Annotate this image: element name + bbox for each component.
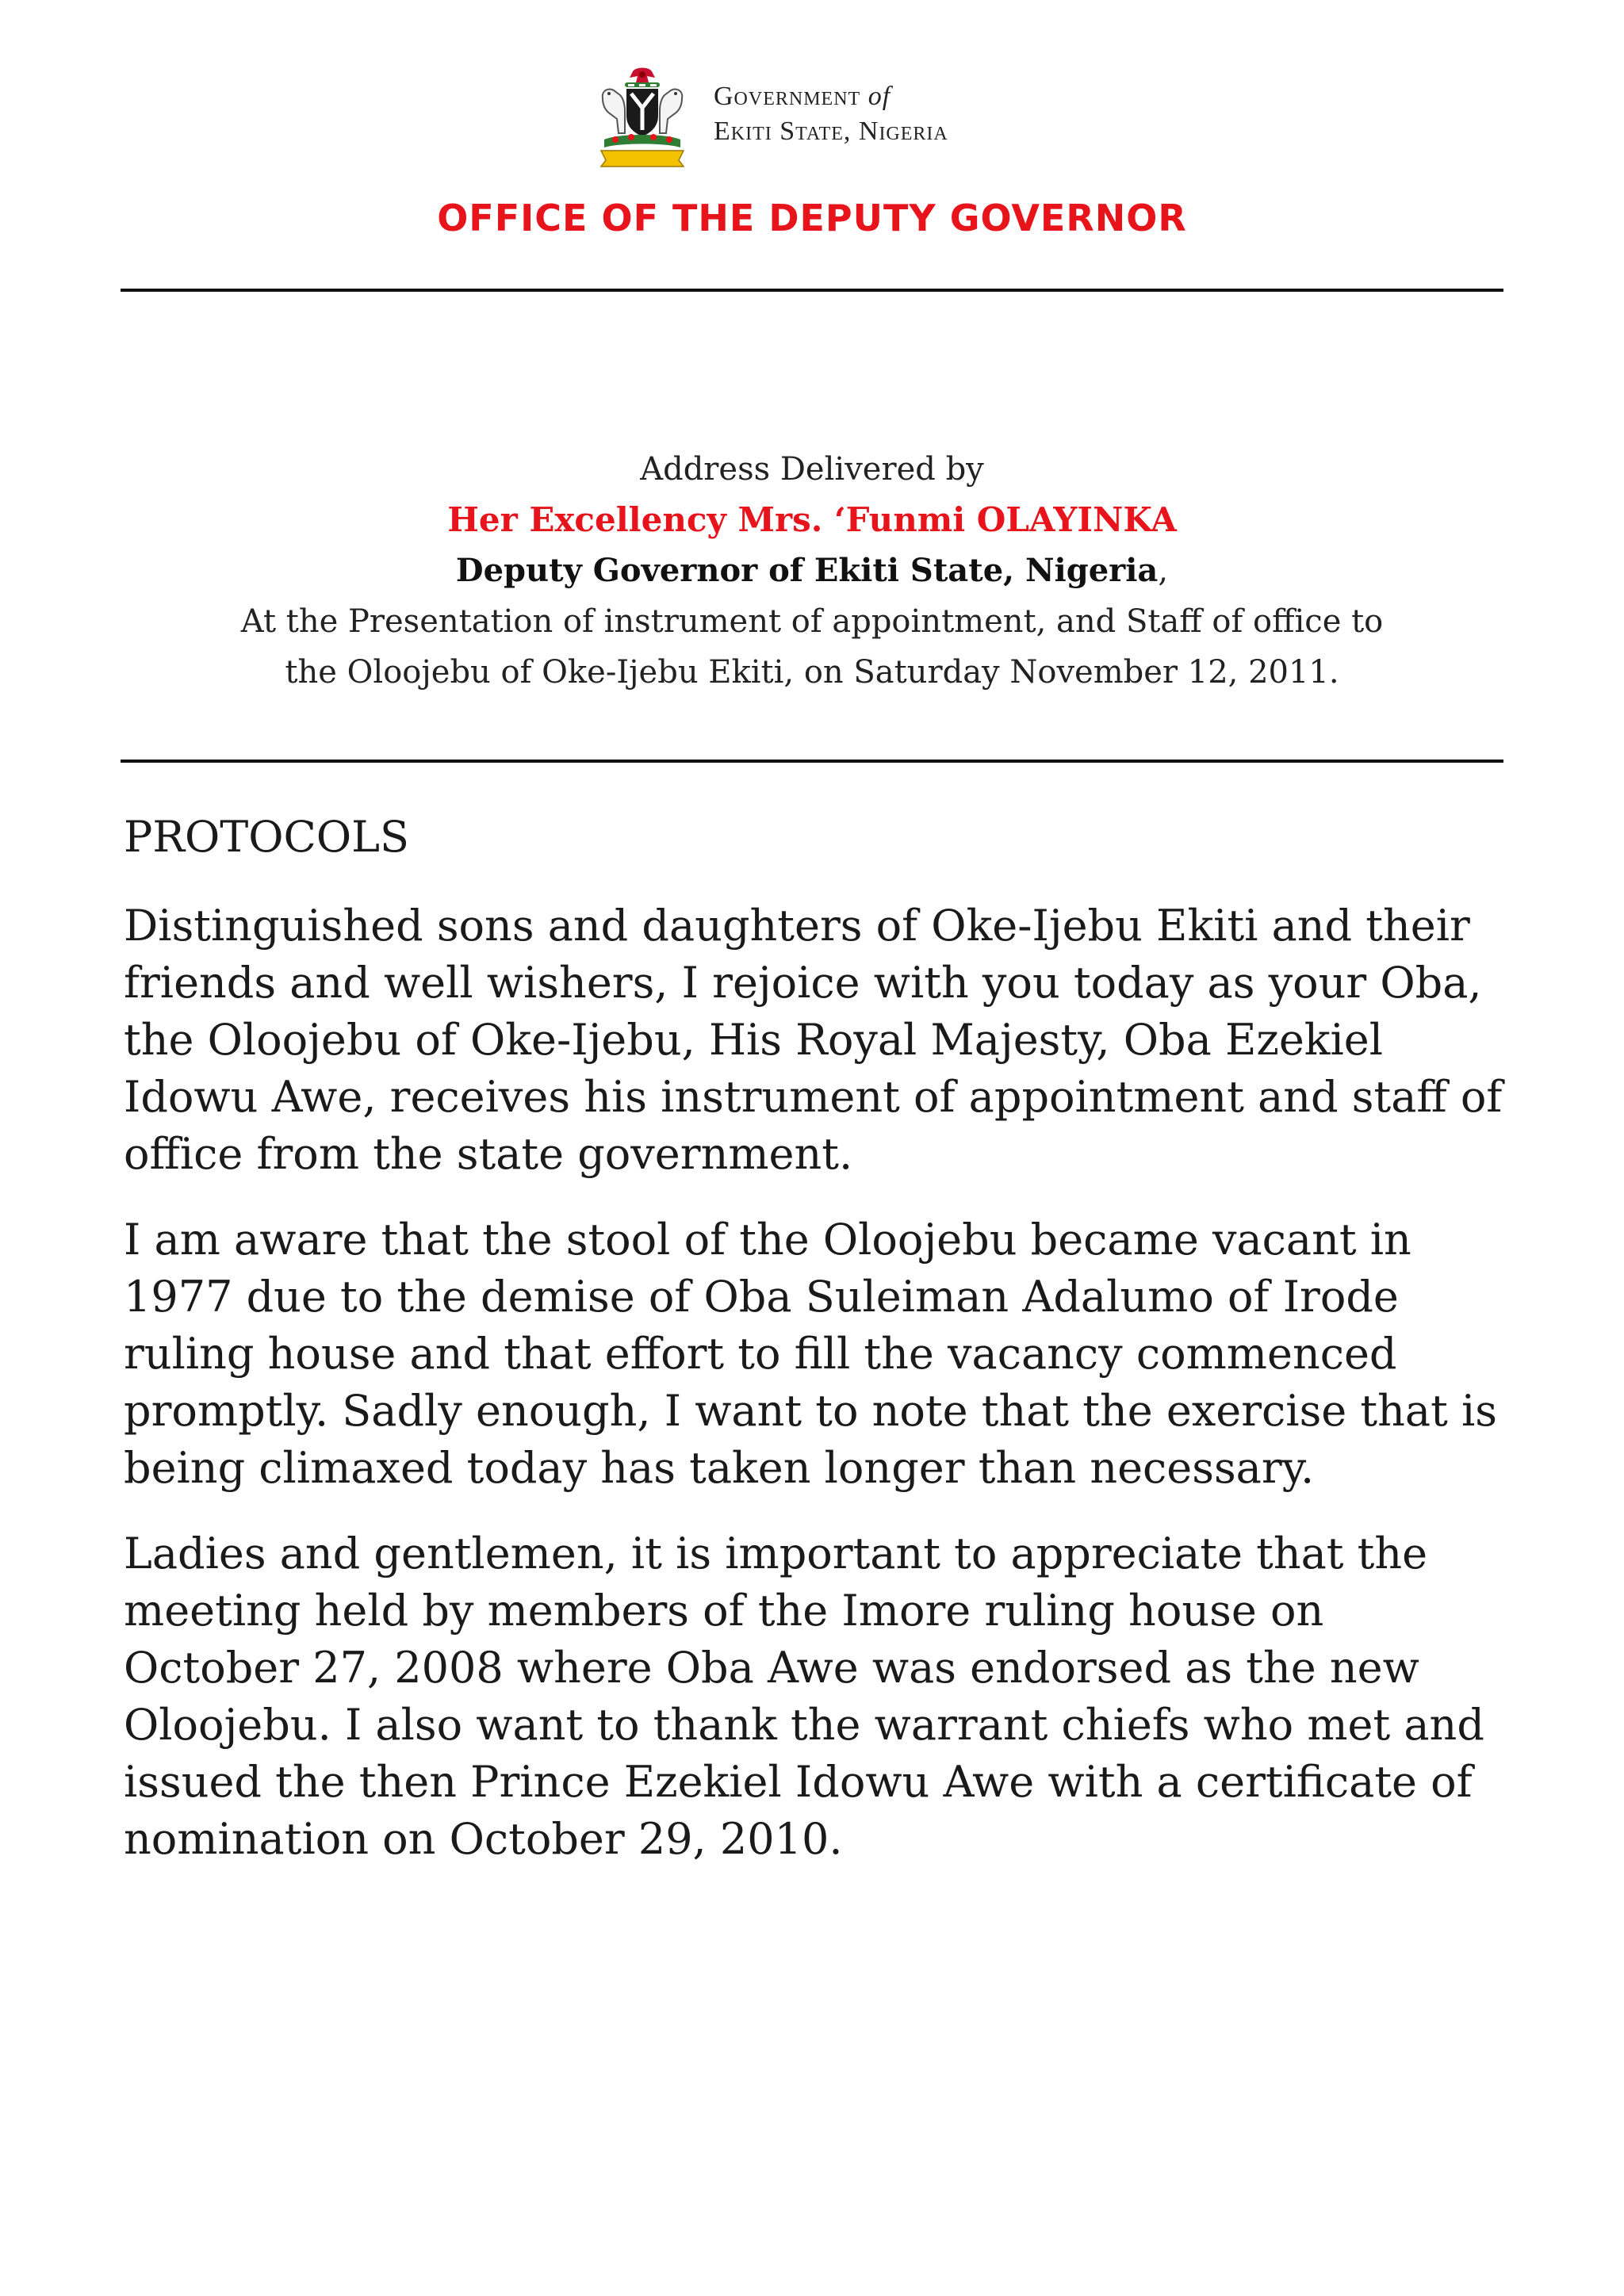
occasion-line-2: the Oloojebu of Oke-Ijebu Ekiti, on Saturday November 12, 2011. [285,654,1339,691]
paragraph: Distinguished sons and daughters of Oke-Ijebu Ekiti and their friends and well wishers, I rejoice with you today as your Oba, the Oloojebu of Oke-Ijebu, His Royal Majesty, Oba Ezekiel Idowu Awe, receives his instrument of appointment and staff of office from the state government. [124,901,1503,1179]
top-divider [121,289,1503,292]
government-of: of [868,82,891,111]
speech-body [124,809,1503,1896]
government-heading [714,79,1110,149]
speaker-role: Deputy Governor of Ekiti State, Nigeria [455,552,1159,589]
speaker-role-line [0,545,1624,596]
office-title: OFFICE OF THE DEPUTY GOVERNOR [437,197,1187,239]
paragraph: Ladies and gentlemen, it is important to appreciate that the meeting held by members of the Imore ruling house on October 27, 2008 where Oba Awe was endorsed as the new Oloojebu. I also want to thank the warrant chiefs who met and issued the then Prince Ezekiel Idowu Awe with a certificate of nomination on October 29, 2010. [124,1529,1484,1864]
occasion-line-1: At the Presentation of instrument of appointment, and Staff of office to [240,603,1384,640]
delivered-by-line: Address Delivered by [640,451,984,488]
coat-of-arms-icon [587,67,698,170]
role-suffix: , [1158,553,1169,589]
government-line [714,79,1110,114]
middle-divider [121,760,1503,763]
state-line: Ekiti State, Nigeria [714,117,948,146]
letterhead [0,67,1624,170]
speaker-name: Her Excellency Mrs. ‘Funmi OLAYINKA [447,500,1177,539]
address-block [0,444,1624,698]
protocols-heading: PROTOCOLS [124,812,409,862]
paragraph: I am aware that the stool of the Oloojebu became vacant in 1977 due to the demise of Oba Suleiman Adalumo of Irode ruling house and that effort to fill the vacancy commenced promptly. Sadly enough, I want to note that the exercise that is being climaxed today has taken longer than necessary. [124,1215,1497,1493]
government-prefix: Government [714,82,861,111]
